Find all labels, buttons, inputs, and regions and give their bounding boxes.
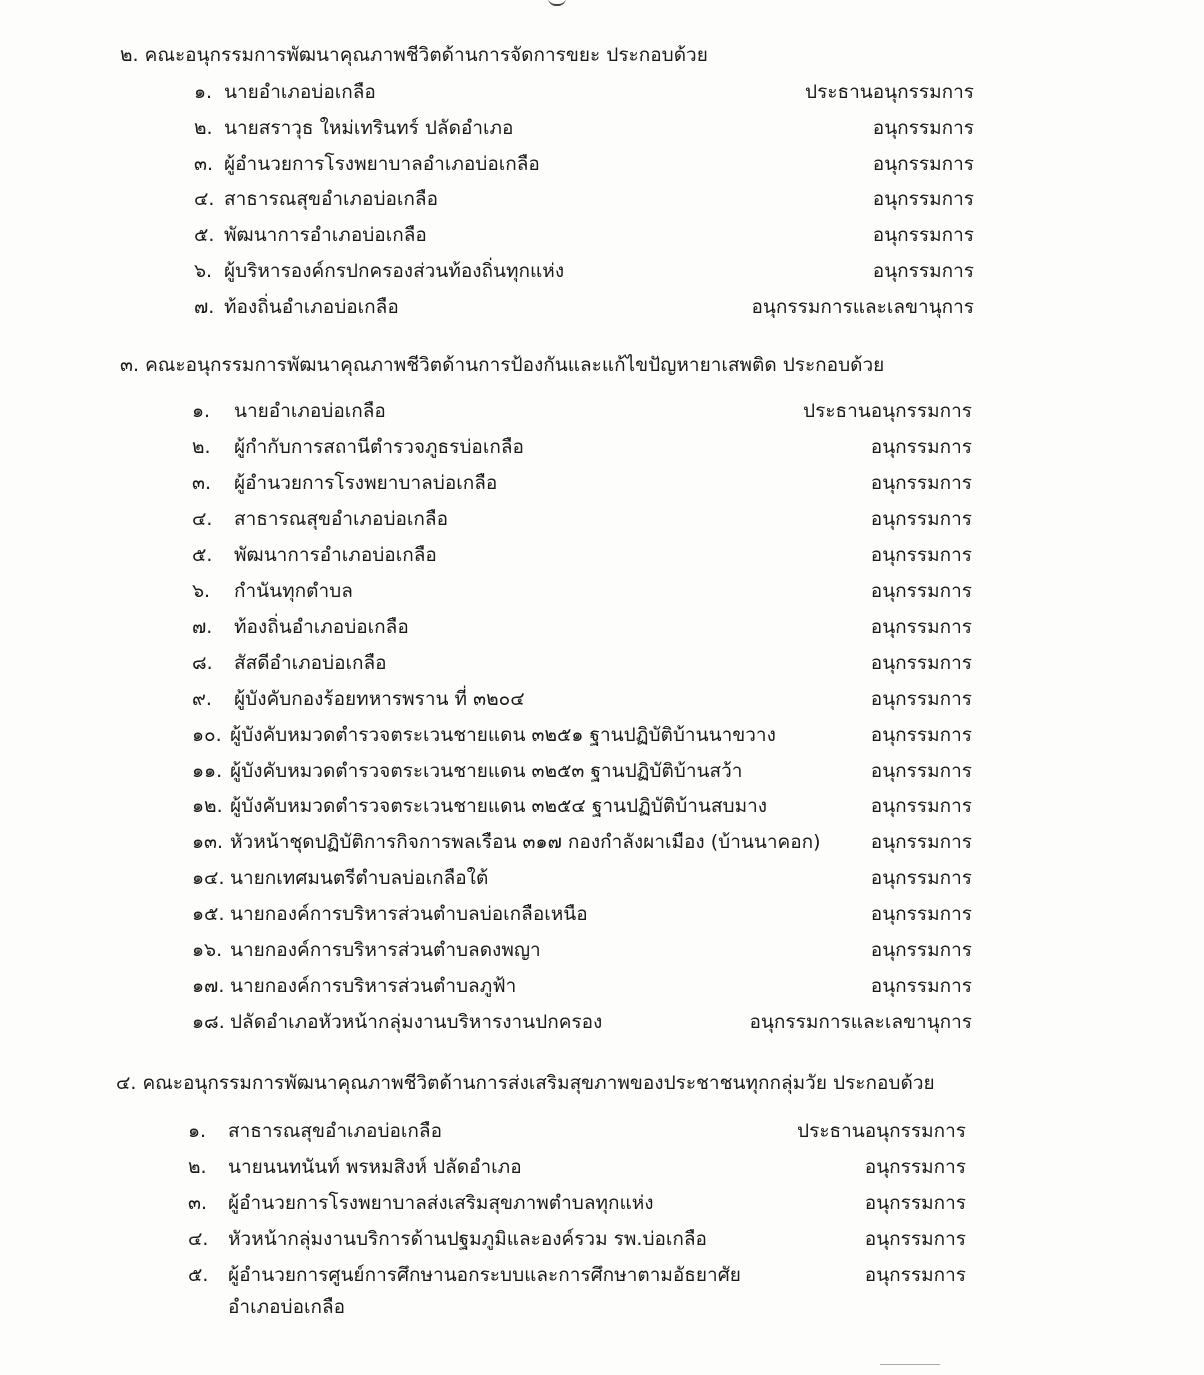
member-name: นายอำเภอบ่อเกลือ [224,81,376,103]
member-role: อนุกรรมการ [870,795,972,818]
member-name: สาธารณสุขอำเภอบ่อเกลือ [224,188,438,211]
member-role: อนุกรรมการ [872,116,974,139]
member-number: ๑. [194,81,213,103]
member-role: อนุกรรมการ [864,1156,966,1178]
member-role: ประธานอนุกรรมการ [803,400,972,422]
member-role: อนุกรรมการ [872,260,974,282]
member-number: ๑๑. [192,759,223,782]
member-number: ๑๒. [192,795,223,818]
member-row [194,150,974,178]
member-number: ๕. [192,543,213,566]
member-number: ๒. [194,116,213,139]
member-row [188,1117,966,1145]
page-top-mark [548,0,566,6]
member-name-continuation: อำเภอบ่อเกลือ [228,1296,346,1318]
member-name: ผู้บริหารองค์กรปกครองส่วนท้องถิ่นทุกแห่ง [224,260,565,282]
member-name: นายกเทศมนตรีตำบลบ่อเกลือใต้ [230,867,489,890]
member-number: ๓. [192,471,212,494]
member-name: ผู้บังคับหมวดตำรวจตระเวนชายแดน ๓๒๕๓ ฐานปฏิบัติบ้านสว้า [230,759,743,782]
member-number: ๑๓. [192,831,224,854]
member-number: ๑๔. [192,867,225,890]
member-number: ๕. [188,1264,209,1286]
member-row [194,221,974,249]
member-number: ๕. [194,224,215,247]
member-row [194,185,974,213]
member-number: ๒. [188,1156,207,1178]
member-role: อนุกรรมการ [872,188,974,211]
member-number: ๑๐. [192,723,222,746]
section-4-heading: ๔. คณะอนุกรรมการพัฒนาคุณภาพชีวิตด้านการส่งเสริมสุขภาพของประชาชนทุกกลุ่มวัย ประกอบด้วย [116,1072,935,1094]
member-number: ๒. [192,435,211,458]
member-name: นายกองค์การบริหารส่วนตำบลบ่อเกลือเหนือ [230,903,588,926]
member-role: อนุกรรมการ [864,1228,966,1250]
member-name: นายกองค์การบริหารส่วนตำบลดงพญา [230,939,541,962]
member-row [192,397,972,425]
member-role: อนุกรรมการ [870,651,972,674]
member-row [188,1189,966,1217]
member-role: อนุกรรมการ [870,831,972,854]
section-3-heading: ๓. คณะอนุกรรมการพัฒนาคุณภาพชีวิตด้านการป้องกันและแก้ไขปัญหายาเสพติด ประกอบด้วย [120,354,885,376]
member-name: ผู้กำกับการสถานีตำรวจภูธรบ่อเกลือ [234,435,524,458]
member-number: ๑๖. [192,939,223,962]
member-row [192,541,972,569]
member-number: ๔. [194,188,215,211]
member-row [188,1225,966,1253]
member-role: อนุกรรมการ [870,903,972,926]
member-role: อนุกรรมการ [870,579,972,602]
member-role: อนุกรรมการ [870,471,972,494]
member-row [192,613,972,641]
member-name: สาธารณสุขอำเภอบ่อเกลือ [234,507,448,530]
member-role: ประธานอนุกรรมการ [805,81,974,103]
member-row [194,78,974,106]
member-row [188,1153,966,1181]
member-role: ประธานอนุกรรมการ [797,1120,966,1142]
member-row [194,293,974,321]
member-name: ผู้บังคับหมวดตำรวจตระเวนชายแดน ๓๒๕๔ ฐานปฏิบัติบ้านสบมาง [230,795,768,818]
member-row [192,936,972,964]
member-number: ๑๗. [192,975,225,998]
member-role: อนุกรรมการ [870,867,972,890]
member-row [192,1008,972,1036]
member-role: อนุกรรมการ [870,543,972,566]
member-name: ผู้อำนวยการโรงพยาบาลบ่อเกลือ [234,471,498,494]
member-row [192,649,972,677]
member-name: ผู้อำนวยการศูนย์การศึกษานอกระบบและการศึกษาตามอัธยาศัย [228,1264,741,1286]
member-role: อนุกรรมการ [870,687,972,710]
member-row [192,757,972,785]
member-row [192,864,972,892]
member-row [192,972,972,1000]
member-row [188,1261,966,1289]
member-role: อนุกรรมการ [870,975,972,998]
member-name: ท้องถิ่นอำเภอบ่อเกลือ [234,615,409,638]
member-row [192,469,972,497]
member-role: อนุกรรมการ [870,435,972,458]
member-name: ท้องถิ่นอำเภอบ่อเกลือ [224,295,399,318]
member-role: อนุกรรมการ [870,507,972,530]
member-number: ๑๘. [192,1011,225,1034]
member-number: ๔. [192,507,213,530]
member-row [194,114,974,142]
section-2-heading: ๒. คณะอนุกรรมการพัฒนาคุณภาพชีวิตด้านการจัดการขยะ ประกอบด้วย [120,44,708,66]
member-row [192,721,972,749]
member-number: ๓. [188,1192,208,1214]
member-number: ๓. [194,152,214,175]
member-role: อนุกรรมการและเลขานุการ [749,1011,972,1034]
member-row [192,900,972,928]
member-number: ๘. [192,651,213,674]
member-name: พัฒนาการอำเภอบ่อเกลือ [224,224,427,247]
member-role: อนุกรรมการและเลขานุการ [751,295,974,318]
member-row [192,577,972,605]
member-row [192,828,972,856]
member-name: ผู้บังคับหมวดตำรวจตระเวนชายแดน ๓๒๕๑ ฐานปฏิบัติบ้านนาขวาง [230,723,776,746]
member-row [192,505,972,533]
member-name: ผู้อำนวยการโรงพยาบาลอำเภอบ่อเกลือ [224,152,540,175]
member-name: นายอำเภอบ่อเกลือ [234,400,386,422]
member-name: ผู้บังคับกองร้อยทหารพราน ที่ ๓๒๐๔ [234,687,525,710]
member-name: ผู้อำนวยการโรงพยาบาลส่งเสริมสุขภาพตำบลทุกแห่ง [228,1192,654,1214]
member-role: อนุกรรมการ [870,939,972,962]
member-name: หัวหน้าชุดปฏิบัติการกิจการพลเรือน ๓๑๗ กองกำลังผาเมือง (บ้านนาคอก) [230,831,821,854]
member-name: นายกองค์การบริหารส่วนตำบลภูฟ้า [230,975,517,998]
member-number: ๖. [192,579,211,602]
member-row [192,685,972,713]
member-number: ๗. [192,615,213,638]
member-number: ๔. [188,1228,209,1250]
member-number: ๑. [188,1120,207,1142]
member-name: สัสดีอำเภอบ่อเกลือ [234,651,387,674]
member-role: อนุกรรมการ [870,615,972,638]
member-name: หัวหน้ากลุ่มงานบริการด้านปฐมภูมิและองค์รวม รพ.บ่อเกลือ [228,1228,707,1250]
member-row [192,792,972,820]
member-number: ๖. [194,260,213,282]
page-bottom-mark [880,1364,940,1375]
member-row [194,257,974,285]
member-role: อนุกรรมการ [872,224,974,247]
member-number: ๙. [192,687,212,710]
member-role: อนุกรรมการ [864,1192,966,1214]
member-name: นายนนทนันท์ พรหมสิงห์ ปลัดอำเภอ [228,1156,522,1178]
member-name: สาธารณสุขอำเภอบ่อเกลือ [228,1120,442,1142]
member-name: ปลัดอำเภอหัวหน้ากลุ่มงานบริหารงานปกครอง [230,1011,603,1034]
member-row [192,433,972,461]
member-name: กำนันทุกตำบล [234,579,353,602]
member-role: อนุกรรมการ [870,759,972,782]
member-number: ๑. [192,400,211,422]
member-number: ๗. [194,295,215,318]
member-role: อนุกรรมการ [870,723,972,746]
member-name: พัฒนาการอำเภอบ่อเกลือ [234,543,437,566]
member-role: อนุกรรมการ [864,1264,966,1286]
member-role: อนุกรรมการ [872,152,974,175]
member-name: นายสราวุธ ใหม่เทรินทร์ ปลัดอำเภอ [224,116,514,139]
member-number: ๑๕. [192,903,225,926]
